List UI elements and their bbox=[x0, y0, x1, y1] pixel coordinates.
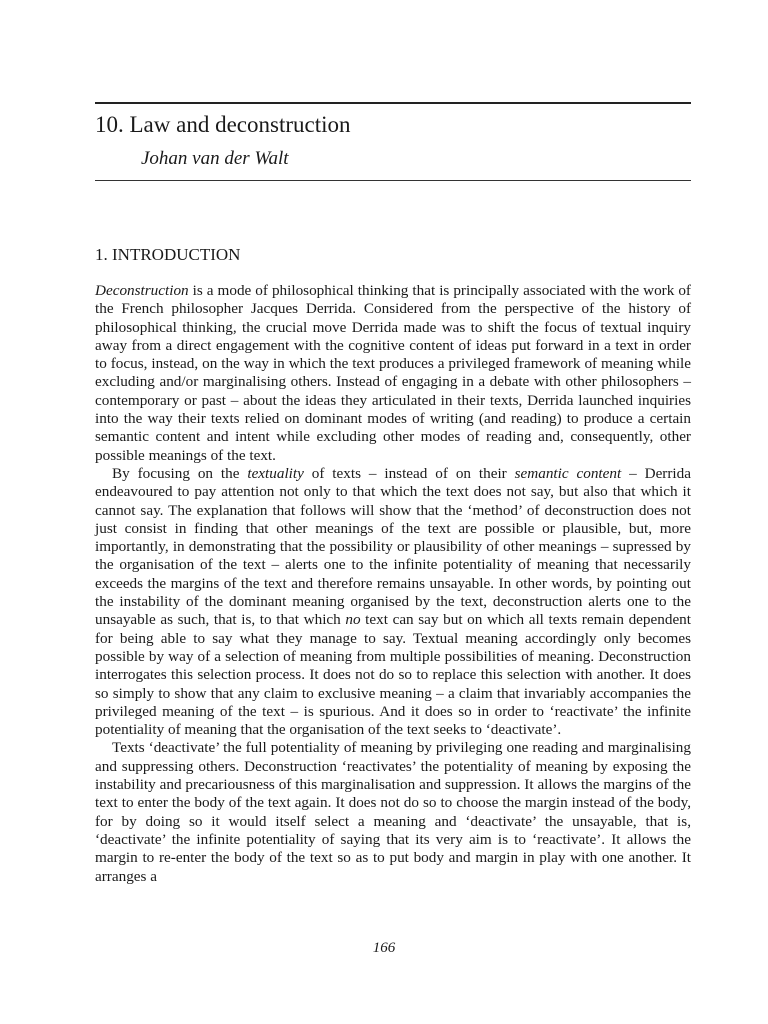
paragraph bbox=[95, 282, 691, 465]
paragraph bbox=[95, 465, 691, 739]
italic-text-run: textuality bbox=[247, 464, 304, 482]
text-run: Texts ‘deactivate’ the full potentiality of meaning by privileging one reading and marginalising and suppressing others. Deconstruction ‘reactivates’ the potentiality of meaning by exposing the instability and precariousness of this marginalisation and suppression. It allows the margins of the text to enter the body of the text again. It does not do so to choose the margin instead of the body, for by doing so it would itself select a meaning and ‘deactivate’ the unsayable, that is, ‘deactivate’ the infinite potentiality of saying that its very aim is to ‘reactivate’. It allows the margin to re-enter the body of the text so as to put body and margin in play with one another. It arranges a bbox=[95, 739, 691, 885]
section-heading: 1. INTRODUCTION bbox=[95, 245, 241, 264]
chapter-title: 10. Law and deconstruction bbox=[95, 112, 351, 137]
italic-text-run: no bbox=[345, 611, 361, 629]
text-run: By focusing on the bbox=[112, 464, 248, 482]
body-text bbox=[95, 282, 691, 886]
title-bottom-rule bbox=[95, 180, 691, 181]
page-number: 166 bbox=[372, 940, 396, 956]
italic-text-run: semantic content bbox=[514, 464, 622, 482]
text-run: – Derrida endeavoured to pay attention not only to that which the text does not say, but also that which it cannot say. The explanation that follows will show that the ‘method’ of deconstruction does not just consist in finding that other meanings of the text are possible or plausible, but, more importantly, in demonstrating that the possibility or plausibility of other meanings – supressed by the organisation of the text – alerts one to the infinite potentiality of meaning that necessarily exceeds the margins of the text and therefore remains unsayable. In other words, by pointing out the instability of the dominant meaning organised by the text, deconstruction alerts one to the unsayable as such, that is, to that which bbox=[95, 464, 691, 629]
text-run: text can say but on which all texts remain dependent for being able to say what they manage to say. Textual meaning accordingly only becomes possible by way of a selection of meaning from multiple possibilities of meaning. Deconstruction interrogates this selection process. It does not do so to replace this selection with another. It does so simply to show that any claim to exclusive meaning – a claim that invariably accompanies the privileged meaning of the text – is spurious. And it does so in order to ‘reactivate’ the infinite potentiality of meaning that the organisation of the text seeks to ‘deactivate’. bbox=[95, 611, 691, 739]
text-run: of texts – instead of on their bbox=[303, 464, 515, 482]
chapter-author: Johan van der Walt bbox=[141, 148, 289, 169]
paragraph bbox=[95, 739, 691, 885]
text-run: is a mode of philosophical thinking that is principally associated with the work of the French philosopher Jacques Derrida. Considered from the perspective of the history of philosophical thinking, the crucial move Derrida made was to shift the focus of textual inquiry away from a direct engagement with the cognitive content of ideas put forward in a text in order to focus, instead, on the way in which the text produces a privileged framework of meaning while excluding and/or marginalising others. Instead of engaging in a debate with other philosophers – contemporary or past – about the ideas they articulated in their texts, Derrida launched inquiries into the way their texts relied on dominant modes of writing (and reading) to produce a certain semantic content and intent while excluding other modes of reading and, consequently, other possible meanings of the text. bbox=[95, 282, 691, 464]
italic-text-run: Deconstruction bbox=[95, 282, 189, 299]
top-rule bbox=[95, 102, 691, 104]
